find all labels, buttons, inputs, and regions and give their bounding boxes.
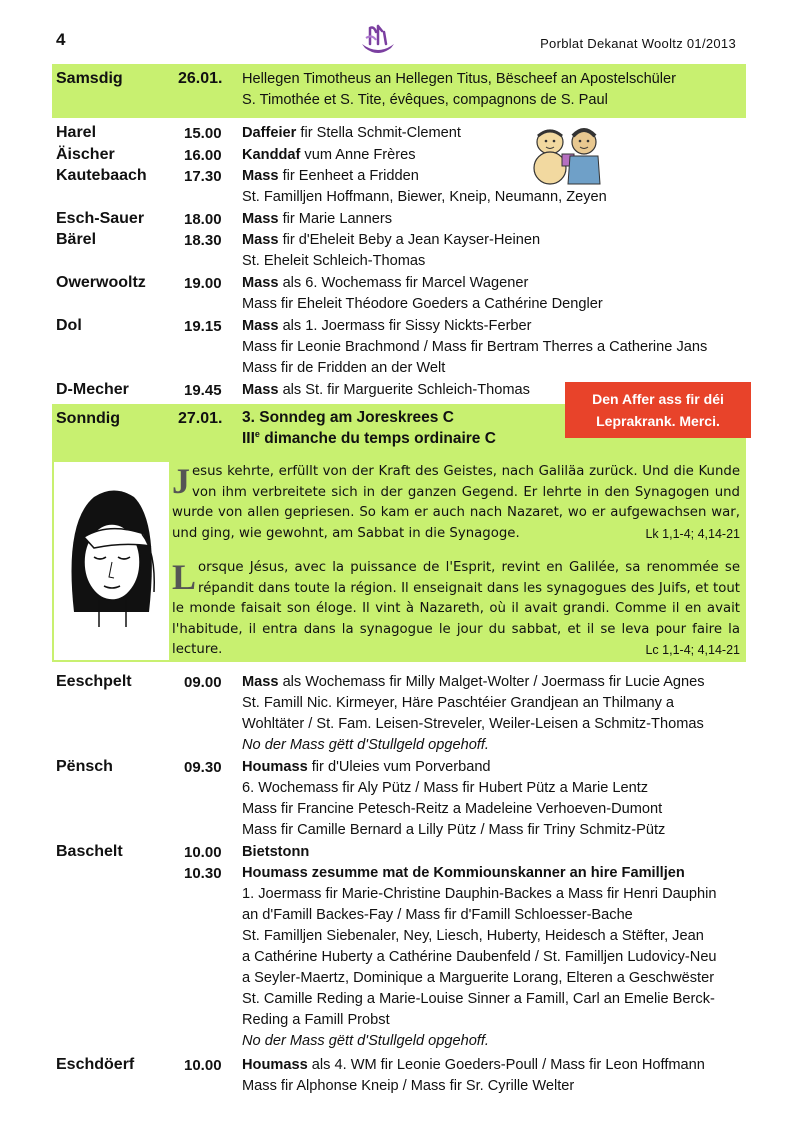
running-title: Porblat Dekanat Wooltz 01/2013 [540, 36, 736, 51]
place-d-mecher: D-Mecher [56, 381, 129, 398]
entry-pensch-3: Mass fir Francine Petesch-Reitz a Madeleine Verhoeven-Dumont [242, 801, 663, 817]
time-kautebaach: 17.30 [184, 168, 222, 185]
entry-baschelt-5: a Seyler-Maertz, Dominique a Marguerite Lorang, Elteren a Geschwëster [242, 970, 715, 986]
entry-eeschpelt: Mass als Wochemass fir Milly Malget-Wolter / Joermass fir Lucie Agnes [242, 674, 705, 690]
entry-pensch: Houmass fir d'Uleies vum Porverband [242, 759, 491, 775]
place-harel: Harel [56, 124, 97, 141]
entry-baschelt-3: St. Familljen Siebenaler, Ney, Liesch, Huberty, Heidesch a Stëfter, Jean [242, 928, 704, 944]
entry-baschelt-houmass: Houmass zesumme mat de Kommiounskanner an hire Familljen [242, 865, 685, 881]
place-esch-sauer: Esch-Sauer [56, 210, 145, 227]
time-baschelt-2: 10.30 [184, 865, 222, 882]
gospel-lb: Jesus kehrte, erfüllt von der Kraft des Geistes, nach Galiläa zurück. Und die Kunde von ihm verbreitete sich in der ganzen Gegend. Er lehrte in den Synagogen und wurde von allen gepriesen. So kam er auch nach Nazaret, wo er aufgewachsen war, und ging, wie gewohnt, am Sabbat in die Synagoge. Lk 1,1-4; 4,14-21 [172, 461, 740, 541]
entry-eschdoerf-2: Mass fir Alphonse Kneip / Mass fir Sr. Cyrille Welter [242, 1078, 575, 1094]
time-owerwooltz: 19.00 [184, 275, 222, 292]
entry-owerwooltz-2: Mass fir Eheleit Théodore Goeders a Cathérine Dengler [242, 296, 603, 312]
entry-harel: Daffeier fir Stella Schmit-Clement [242, 125, 461, 141]
entry-barel-2: St. Eheleit Schleich-Thomas [242, 253, 426, 269]
place-kautebaach: Kautebaach [56, 167, 147, 184]
place-baschelt: Baschelt [56, 843, 123, 860]
entry-dol: Mass als 1. Joermass fir Sissy Nickts-Ferber [242, 318, 532, 334]
time-dol: 19.15 [184, 318, 222, 335]
place-eschdoerf: Eschdöerf [56, 1056, 135, 1073]
entry-esch-sauer: Mass fir Marie Lanners [242, 211, 393, 227]
entry-baschelt-8: No der Mass gëtt d'Stullgeld opgehoff. [242, 1033, 489, 1049]
entry-kautebaach: Mass fir Eenheet a Fridden [242, 168, 419, 184]
offering-notice: Den Affer ass fir déi Leprakrank. Merci. [565, 382, 751, 438]
entry-eeschpelt-2: St. Famill Nic. Kirmeyer, Häre Paschtéier Grandjean an Thilmany a [242, 695, 675, 711]
entry-kautebaach-2: St. Familljen Hoffmann, Biewer, Kneip, Neumann, Zeyen [242, 189, 607, 205]
saturday-date: 26.01. [178, 70, 223, 87]
place-aischer: Äischer [56, 146, 115, 163]
place-eeschpelt: Eeschpelt [56, 673, 132, 690]
entry-baschelt-4: a Cathérine Huberty a Cathérine Daubenfeld / St. Familljen Ludovicy-Neu [242, 949, 717, 965]
entry-owerwooltz: Mass als 6. Wochemass fir Marcel Wagener [242, 275, 529, 291]
entry-eschdoerf: Houmass als 4. WM fir Leonie Goeders-Poull / Mass fir Leon Hoffmann [242, 1057, 705, 1073]
entry-aischer: Kanddaf vum Anne Frères [242, 147, 416, 163]
entry-pensch-4: Mass fir Camille Bernard a Lilly Pütz / Mass fir Triny Schmitz-Pütz [242, 822, 666, 838]
entry-baschelt-2: an d'Famill Backes-Fay / Mass fir d'Famill Schloesser-Bache [242, 907, 633, 923]
time-d-mecher: 19.45 [184, 382, 222, 399]
entry-baschelt-1: 1. Joermass fir Marie-Christine Dauphin-Backes a Mass fir Henri Dauphin [242, 886, 717, 902]
entry-baschelt-6: St. Camille Reding a Marie-Louise Sinner a Famill, Carl an Emelie Berck- [242, 991, 715, 1007]
place-pensch: Pënsch [56, 758, 113, 775]
entry-baschelt-bietstonn: Bietstonn [242, 844, 310, 860]
sunday-day: Sonndig [56, 410, 120, 427]
time-harel: 15.00 [184, 125, 222, 142]
gospel-fr: Lorsque Jésus, avec la puissance de l'Esprit, revint en Galilée, sa renommée se répandit dans toute la région. Il enseignait dans les synagogues des Juifs, et tout le monde faisait son éloge. Il vint à Nazareth, où il avait grandi. Comme il en avait l'habitude, il entra dans la synagogue le jour du sabbat, et il se leva pour faire la lecture. Lc 1,1-4; 4,14-21 [172, 557, 740, 657]
entry-baschelt-7: Reding a Famill Probst [242, 1012, 390, 1028]
time-barel: 18.30 [184, 232, 222, 249]
time-eeschpelt: 09.00 [184, 674, 222, 691]
saturday-day: Samsdig [56, 70, 123, 87]
sunday-date: 27.01. [178, 410, 223, 427]
place-owerwooltz: Owerwooltz [56, 274, 146, 291]
children-illustration-icon [528, 124, 606, 186]
sunday-title-lb: 3. Sonndeg am Joreskrees C [242, 409, 454, 426]
time-baschelt: 10.00 [184, 844, 222, 861]
entry-pensch-2: 6. Wochemass fir Aly Pütz / Mass fir Hubert Pütz a Marie Lentz [242, 780, 649, 796]
time-eschdoerf: 10.00 [184, 1057, 222, 1074]
saturday-feast-lb: Hellegen Timotheus an Hellegen Titus, Bëscheef an Apostelschüler [242, 71, 677, 87]
saturday-feast-fr: S. Timothée et S. Tite, évêques, compagnons de S. Paul [242, 92, 608, 108]
time-esch-sauer: 18.00 [184, 211, 222, 228]
place-barel: Bärel [56, 231, 97, 248]
time-aischer: 16.00 [184, 147, 222, 164]
entry-eeschpelt-3: Wohltäter / St. Fam. Leisen-Streveler, Weiler-Leisen a Schmitz-Thomas [242, 716, 704, 732]
entry-dol-3: Mass fir de Fridden an der Welt [242, 360, 446, 376]
entry-barel: Mass fir d'Eheleit Beby a Jean Kayser-Heinen [242, 232, 541, 248]
parish-logo-icon [358, 22, 398, 58]
entry-d-mecher: Mass als St. fir Marguerite Schleich-Thomas [242, 382, 530, 398]
sunday-title-fr: IIIe dimanche du temps ordinaire C [242, 429, 496, 448]
entry-dol-2: Mass fir Leonie Brachmond / Mass fir Bertram Therres a Catherine Jans [242, 339, 708, 355]
place-dol: Dol [56, 317, 82, 334]
page-number: 4 [56, 30, 66, 49]
praying-woman-illustration-icon [54, 462, 169, 660]
entry-eeschpelt-4: No der Mass gëtt d'Stullgeld opgehoff. [242, 737, 489, 753]
time-pensch: 09.30 [184, 759, 222, 776]
